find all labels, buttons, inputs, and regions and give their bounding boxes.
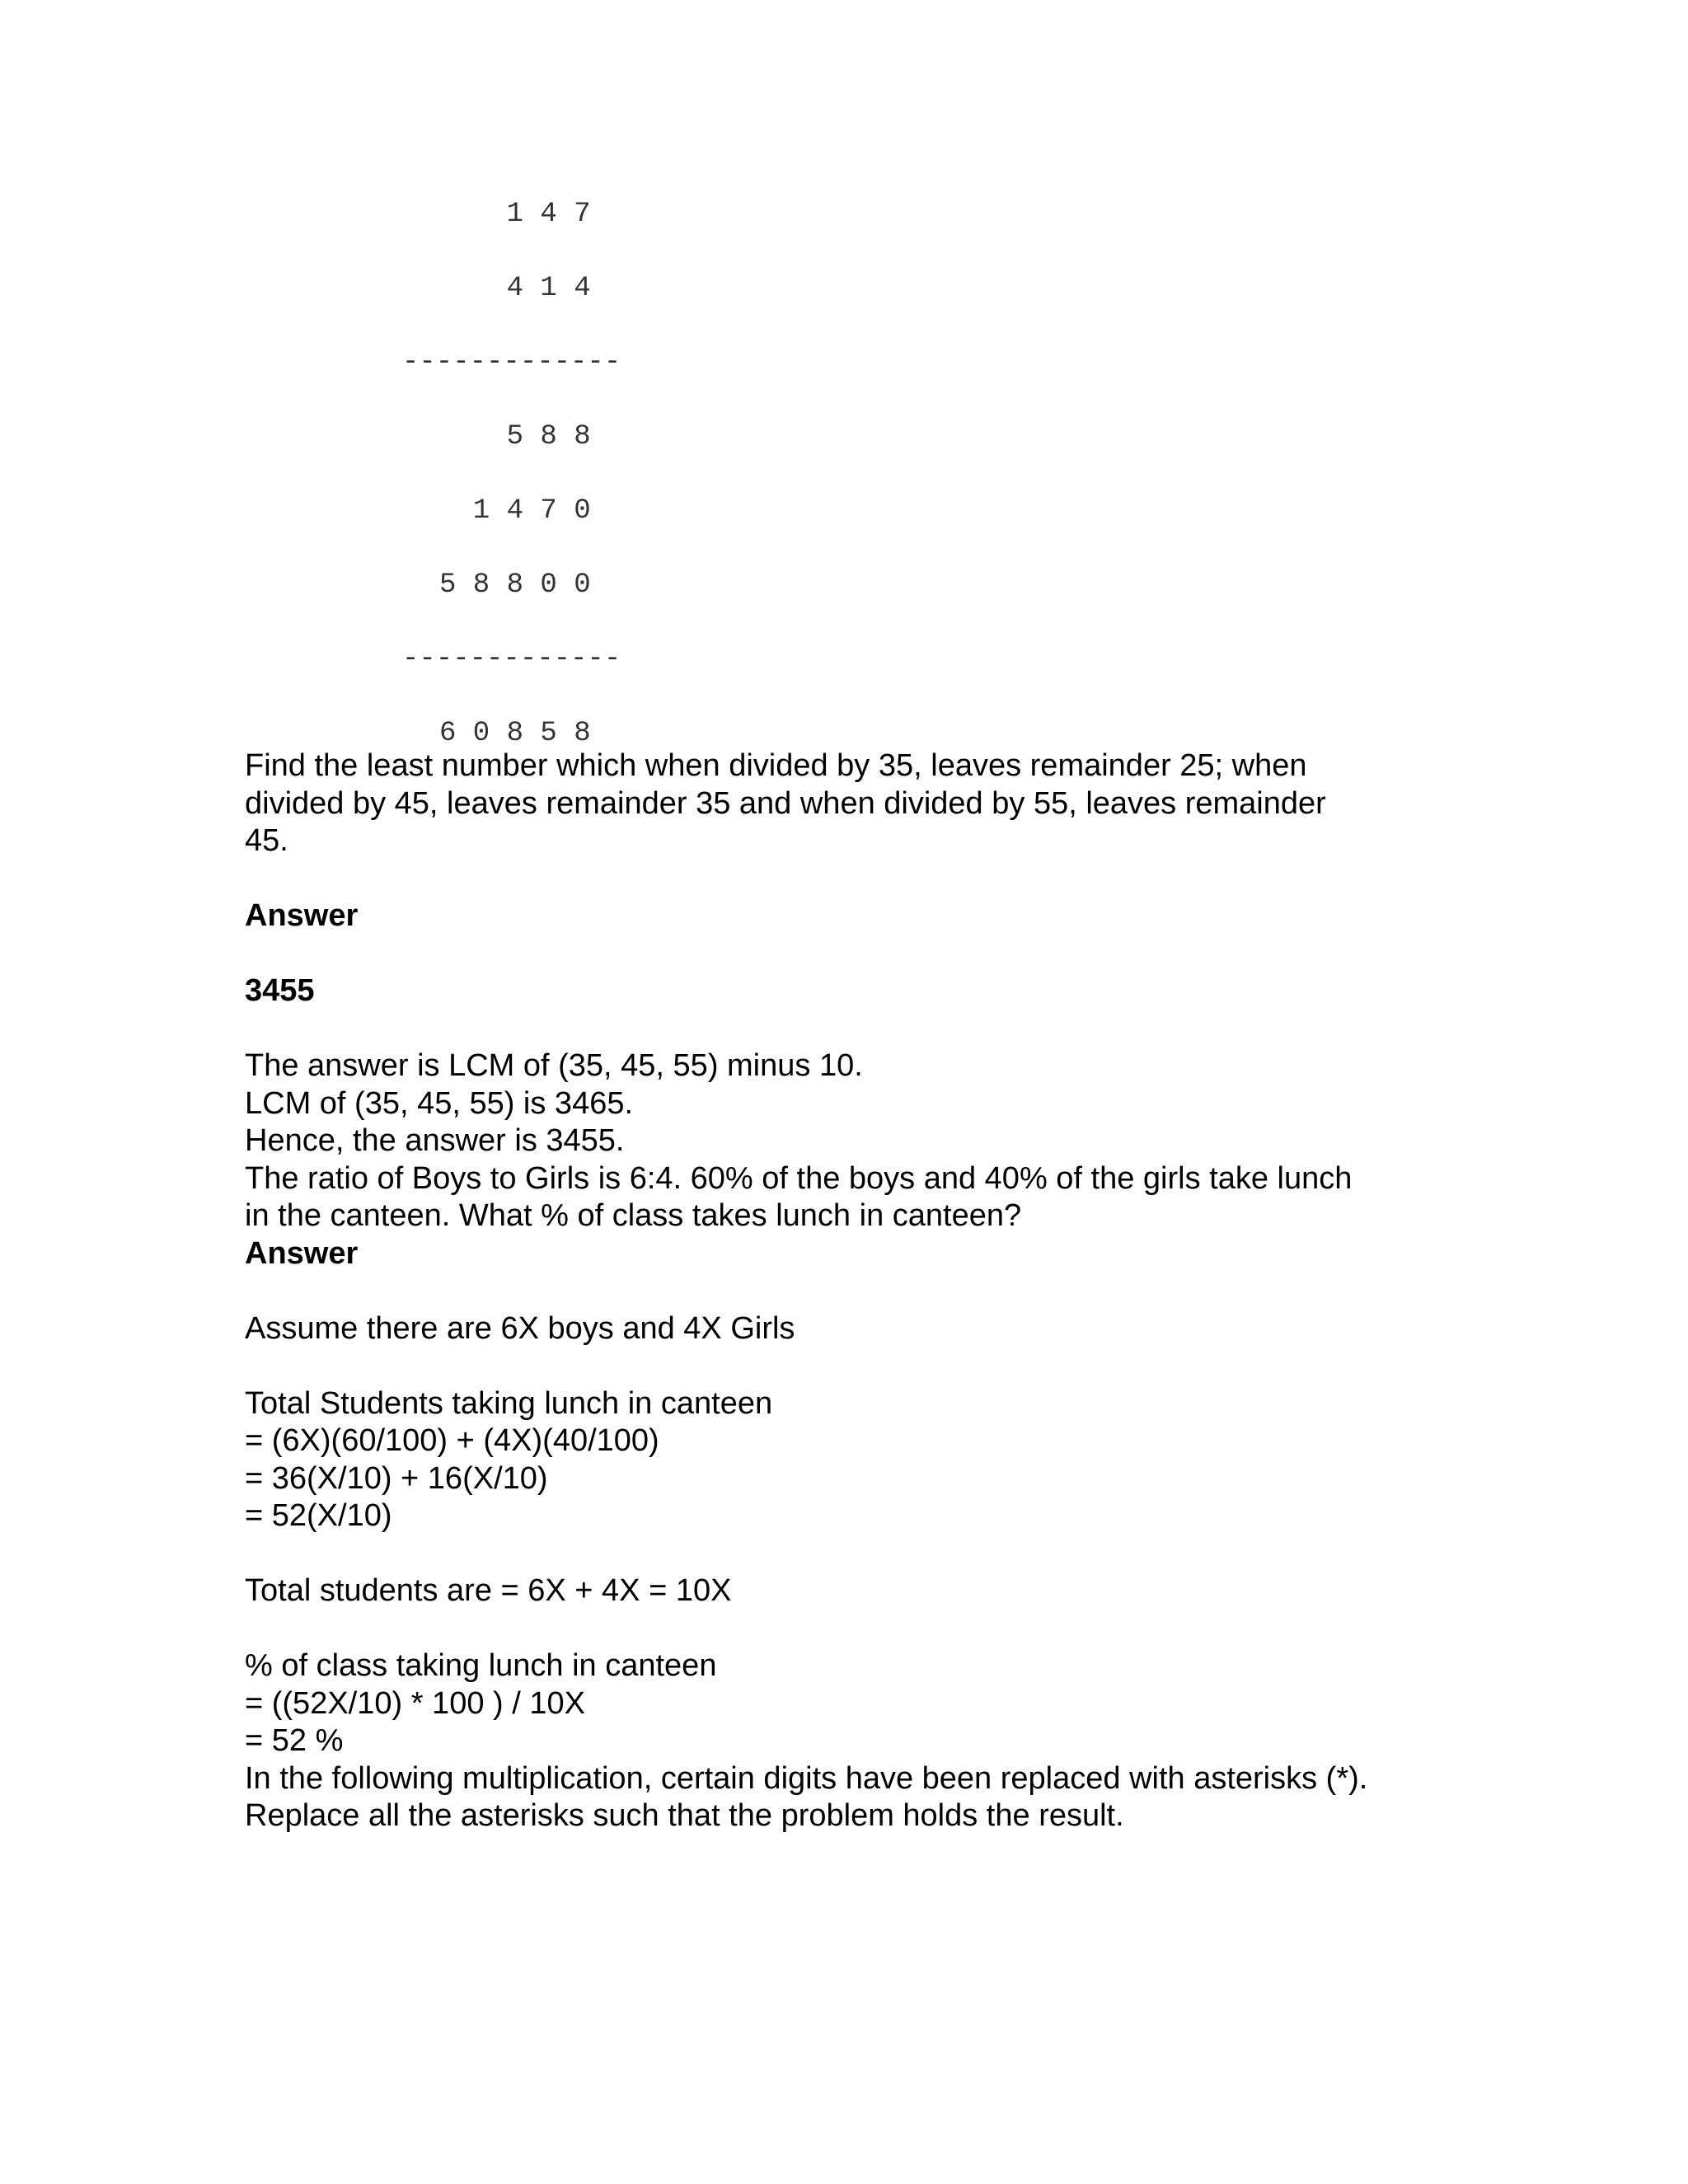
equation-line: = 52(X/10) <box>245 1498 392 1533</box>
multiplication-divider: ------------- <box>402 644 621 675</box>
explanation-text: Total Students taking lunch in canteen <box>245 1385 773 1421</box>
spacer <box>245 1535 1448 1573</box>
explanation-text: Hence, the answer is 3455. <box>245 1123 625 1158</box>
multiplication-line: 5 8 8 0 0 <box>439 569 591 601</box>
answer-value: 3455 <box>245 973 315 1008</box>
multiplication-result: 6 0 8 5 8 <box>439 718 591 749</box>
explanation-text: The answer is LCM of (35, 45, 55) minus 10. <box>245 1048 863 1083</box>
answer-heading: Answer <box>245 898 359 933</box>
explanation-text: LCM of (35, 45, 55) is 3465. <box>245 1085 634 1121</box>
spacer <box>245 1347 1448 1385</box>
equation-line: = ((52X/10) * 100 ) / 10X <box>245 1685 585 1721</box>
multiplication-line: 4 1 4 <box>439 273 591 304</box>
spacer <box>245 1610 1448 1648</box>
equation-line: = (6X)(60/100) + (4X)(40/100) <box>245 1423 659 1458</box>
spacer <box>245 1010 1448 1048</box>
spacer <box>245 860 1448 898</box>
question-text: The ratio of Boys to Girls is 6:4. 60% of the boys and 40% of the girls take lunch <box>245 1160 1353 1196</box>
answer-heading: Answer <box>245 1235 359 1271</box>
question-text: 45. <box>245 823 288 858</box>
equation-line: Total students are = 6X + 4X = 10X <box>245 1573 732 1608</box>
question-text: In the following multiplication, certain digits have been replaced with asterisks (*). <box>245 1760 1368 1796</box>
spacer <box>245 935 1448 973</box>
multiplication-line: 1 4 7 <box>439 199 591 230</box>
equation-line: = 36(X/10) + 16(X/10) <box>245 1460 548 1496</box>
explanation-text: % of class taking lunch in canteen <box>245 1648 717 1683</box>
multiplication-line: 5 8 8 <box>439 421 591 452</box>
question-text: divided by 45, leaves remainder 35 and when divided by 55, leaves remainder <box>245 785 1326 821</box>
multiplication-divider: ------------- <box>402 347 621 378</box>
document-text <box>245 748 1448 1835</box>
question-text: in the canteen. What % of class takes lunch in canteen? <box>245 1198 1022 1233</box>
explanation-text: Assume there are 6X boys and 4X Girls <box>245 1310 795 1346</box>
question-text: Find the least number which when divided by 35, leaves remainder 25; when <box>245 748 1307 783</box>
spacer <box>245 1272 1448 1310</box>
multiplication-line: 1 4 7 0 <box>439 495 591 527</box>
question-text: Replace all the asterisks such that the problem holds the result. <box>245 1798 1124 1833</box>
multiplication-block <box>0 0 621 749</box>
equation-line: = 52 % <box>245 1723 344 1758</box>
